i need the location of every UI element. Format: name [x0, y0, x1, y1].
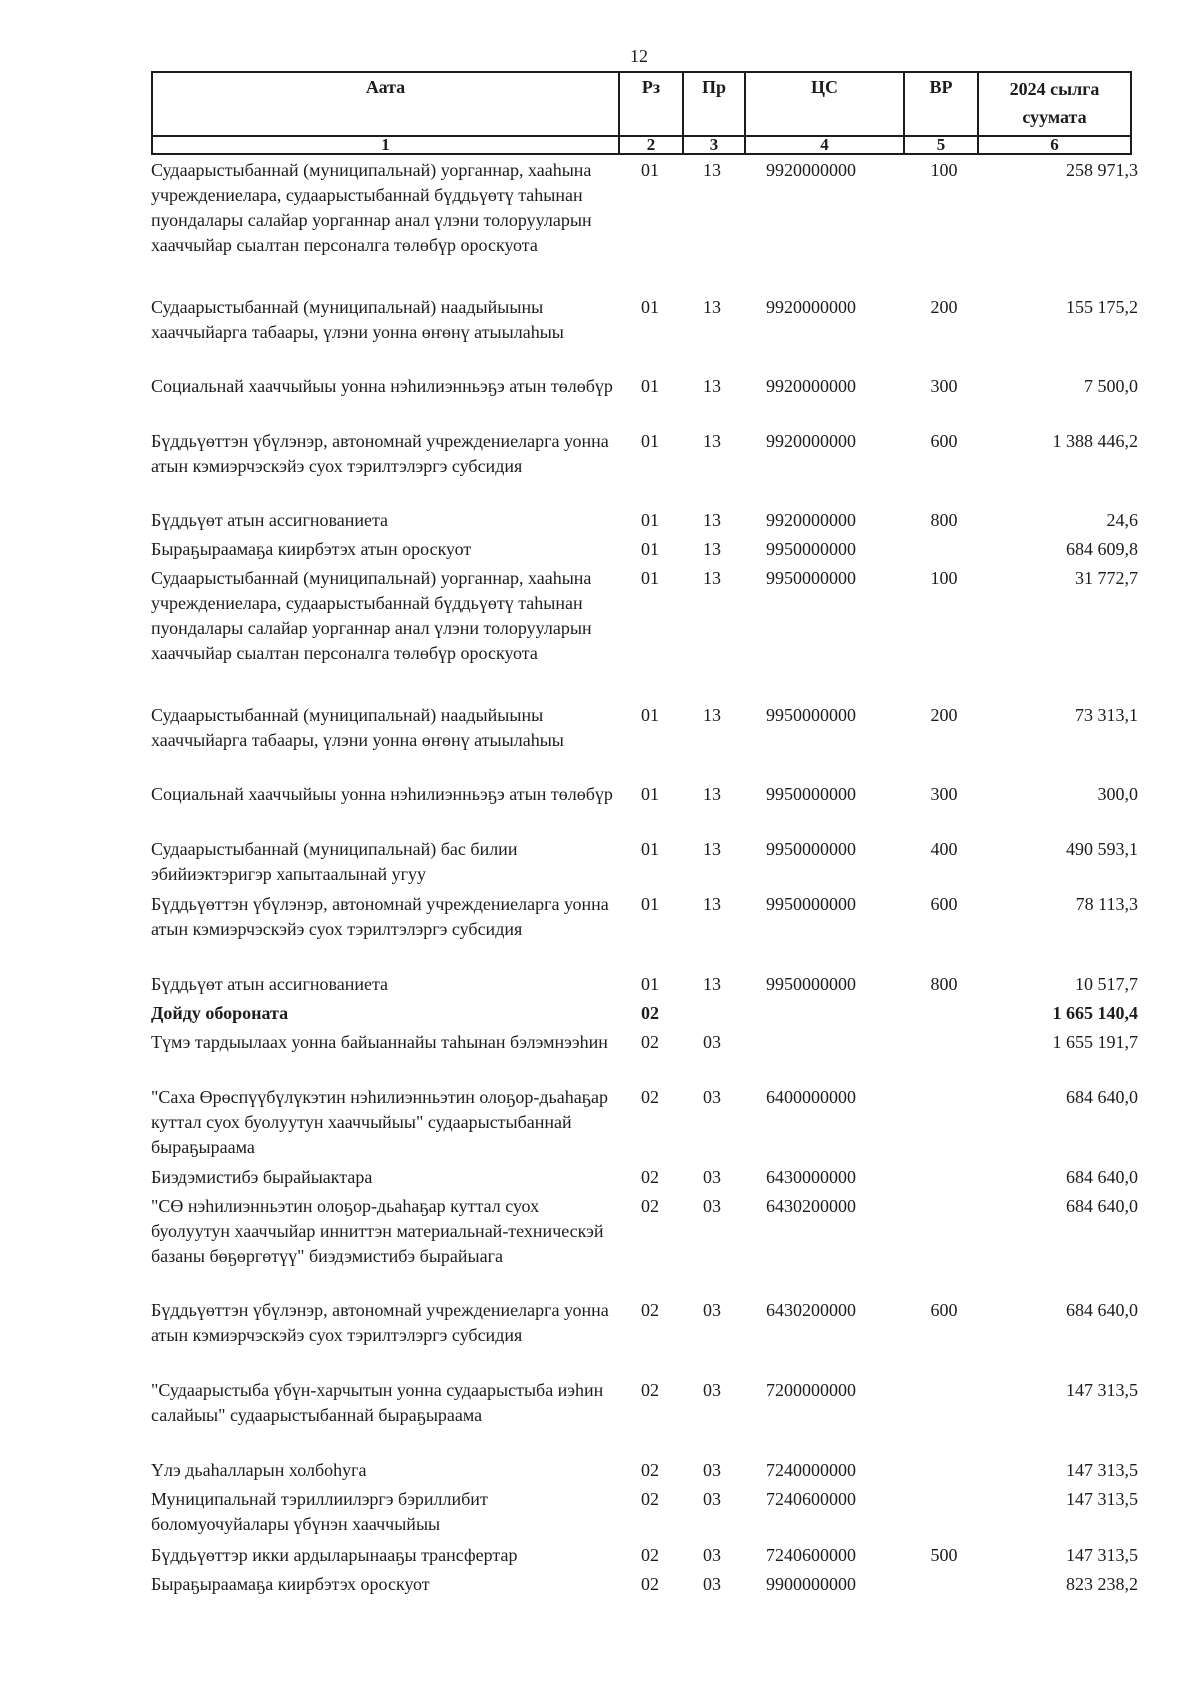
row-rz: 02	[641, 1167, 659, 1187]
row-sum: 78 113,3	[1075, 894, 1138, 914]
row-sum: 1 388 446,2	[1052, 431, 1138, 451]
row-cs: 7240600000	[766, 1545, 856, 1565]
row-rz: 02	[641, 1545, 659, 1565]
row-sum: 258 971,3	[1066, 160, 1138, 180]
row-rz: 02	[641, 1574, 659, 1594]
row-cs: 9920000000	[766, 160, 856, 180]
row-vr: 800	[930, 974, 958, 994]
row-name: Социальнай хааччыйыы уонна нэһилиэнньэҕэ атын төлөбүр	[151, 376, 613, 396]
row-vr: 300	[930, 376, 958, 396]
row-name: Судаарыстыбаннай (муниципальнай) бас билии эбийиэктэригэр хапытаалынай угуу	[151, 839, 518, 884]
row-rz: 01	[641, 784, 659, 804]
row-rz: 01	[641, 376, 659, 396]
row-rz: 02	[641, 1460, 659, 1480]
row-pr: 13	[703, 705, 721, 725]
row-sum: 10 517,7	[1075, 974, 1138, 994]
header-pr: Пр	[683, 72, 745, 136]
row-rz: 02	[641, 1489, 659, 1509]
row-rz: 02	[641, 1380, 659, 1400]
row-vr: 600	[930, 894, 958, 914]
row-sum: 147 313,5	[1066, 1489, 1138, 1509]
header-vr: ВР	[904, 72, 978, 136]
row-cs: 9950000000	[766, 784, 856, 804]
row-name: Судаарыстыбаннай (муниципальнай) уорганнар, хааһына учреждениелара, судаарыстыбаннай бүддьүөтү таһынан пуондалары салайар уорганнар анал үлэни толорууларын хааччыйар сыалтан персоналга төлөбүр ороскуота	[151, 568, 592, 663]
row-cs: 7240000000	[766, 1460, 856, 1480]
row-vr: 600	[930, 1300, 958, 1320]
row-rz: 02	[641, 1032, 659, 1052]
row-sum: 1 655 191,7	[1052, 1032, 1138, 1052]
row-pr: 13	[703, 784, 721, 804]
row-pr: 13	[703, 568, 721, 588]
row-sum: 823 238,2	[1066, 1574, 1138, 1594]
row-name: Муниципальнай тэриллиилэргэ бэриллибит боломуочуйалары үбүнэн хааччыйыы	[151, 1489, 488, 1534]
row-cs: 9950000000	[766, 568, 856, 588]
row-pr: 03	[703, 1489, 721, 1509]
row-pr: 03	[703, 1032, 721, 1052]
row-rz: 01	[641, 539, 659, 559]
row-rz: 02	[641, 1300, 659, 1320]
row-sum: 490 593,1	[1066, 839, 1138, 859]
row-cs: 9950000000	[766, 974, 856, 994]
row-cs: 9950000000	[766, 539, 856, 559]
header-number: 1	[152, 136, 619, 154]
row-vr: 100	[930, 568, 958, 588]
row-cs: 9920000000	[766, 376, 856, 396]
row-sum: 24,6	[1106, 510, 1138, 530]
row-pr: 13	[703, 297, 721, 317]
header-number: 3	[683, 136, 745, 154]
row-name: Судаарыстыбаннай (муниципальнай) наадыйыыны хааччыйарга табаары, үлэни уонна өҥөнү атыылаһыы	[151, 297, 564, 342]
row-name: "Судаарыстыба үбүн-харчытын уонна судаарыстыба иэһин салайыы" судаарыстыбаннай быраҕыраама	[151, 1380, 604, 1425]
row-pr: 03	[703, 1087, 721, 1107]
row-vr: 600	[930, 431, 958, 451]
row-sum: 300,0	[1097, 784, 1138, 804]
row-name: Судаарыстыбаннай (муниципальнай) уорганнар, хааһына учреждениелара, судаарыстыбаннай бүддьүөтү таһынан пуондалары салайар уорганнар анал үлэни толорууларын хааччыйар сыалтан персоналга төлөбүр ороскуота	[151, 160, 592, 255]
row-pr: 13	[703, 894, 721, 914]
row-cs: 7200000000	[766, 1380, 856, 1400]
row-sum: 31 772,7	[1075, 568, 1138, 588]
row-sum: 73 313,1	[1075, 705, 1138, 725]
row-pr: 13	[703, 431, 721, 451]
row-cs: 9950000000	[766, 894, 856, 914]
row-pr: 03	[703, 1460, 721, 1480]
row-cs: 6400000000	[766, 1087, 856, 1107]
row-name: Үлэ дьаһалларын холбоһуга	[151, 1460, 367, 1480]
header-number: 5	[904, 136, 978, 154]
row-sum: 147 313,5	[1066, 1545, 1138, 1565]
header-number: 4	[745, 136, 904, 154]
row-pr: 13	[703, 160, 721, 180]
row-vr: 200	[930, 705, 958, 725]
row-pr: 13	[703, 376, 721, 396]
row-rz: 01	[641, 839, 659, 859]
row-name: Бүддьүөт атын ассигнованиета	[151, 510, 389, 530]
row-cs: 9950000000	[766, 839, 856, 859]
header-number: 2	[619, 136, 683, 154]
row-rz: 02	[641, 1003, 659, 1023]
row-cs: 9950000000	[766, 705, 856, 725]
row-sum: 147 313,5	[1066, 1460, 1138, 1480]
row-rz: 01	[641, 160, 659, 180]
row-sum: 684 640,0	[1066, 1087, 1138, 1107]
row-cs: 9920000000	[766, 510, 856, 530]
row-rz: 01	[641, 568, 659, 588]
row-pr: 13	[703, 839, 721, 859]
row-pr: 13	[703, 974, 721, 994]
row-sum: 155 175,2	[1066, 297, 1138, 317]
row-vr: 100	[930, 160, 958, 180]
row-name: Бүддьүөт атын ассигнованиета	[151, 974, 389, 994]
row-pr: 13	[703, 510, 721, 530]
header-cs: ЦС	[745, 72, 904, 136]
row-vr: 500	[930, 1545, 958, 1565]
row-name: "Саха Өрөспүүбүлүкэтин нэһилиэнньэтин олоҕор-дьаһаҕар куттал суох буолуутун хааччыйыы" судаарыстыбаннай быраҕыраама	[151, 1087, 609, 1157]
row-name: Бүддьүөттэн үбүлэнэр, автономнай учреждениеларга уонна атын кэмиэрчэскэйэ суох тэрилтэлэргэ субсидия	[151, 431, 609, 476]
row-name: Дойду обороната	[151, 1003, 289, 1023]
row-sum: 684 609,8	[1066, 539, 1138, 559]
row-pr: 03	[703, 1380, 721, 1400]
row-name: Бүддьүөттэн үбүлэнэр, автономнай учреждениеларга уонна атын кэмиэрчэскэйэ суох тэрилтэлэргэ субсидия	[151, 894, 609, 939]
row-cs: 9920000000	[766, 297, 856, 317]
row-rz: 01	[641, 431, 659, 451]
row-pr: 03	[703, 1574, 721, 1594]
row-cs: 9900000000	[766, 1574, 856, 1594]
row-rz: 02	[641, 1196, 659, 1216]
row-sum: 7 500,0	[1084, 376, 1138, 396]
row-pr: 03	[703, 1300, 721, 1320]
row-rz: 01	[641, 705, 659, 725]
row-cs: 6430200000	[766, 1300, 856, 1320]
row-name: Бүддьүөттэн үбүлэнэр, автономнай учреждениеларга уонна атын кэмиэрчэскэйэ суох тэрилтэлэргэ субсидия	[151, 1300, 609, 1345]
row-rz: 01	[641, 510, 659, 530]
header-number: 6	[978, 136, 1131, 154]
row-rz: 01	[641, 297, 659, 317]
row-cs: 7240600000	[766, 1489, 856, 1509]
row-name: Түмэ тардыылаах уонна байыаннайы таһынан бэлэмнээһин	[151, 1032, 608, 1052]
row-name: Быраҕыраамаҕа киирбэтэх атын ороскуот	[151, 539, 472, 559]
row-vr: 300	[930, 784, 958, 804]
row-cs: 9920000000	[766, 431, 856, 451]
row-name: Биэдэмистибэ бырайыактара	[151, 1167, 373, 1187]
row-name: Быраҕыраамаҕа киирбэтэх ороскуот	[151, 1574, 430, 1594]
header-rz: Рз	[619, 72, 683, 136]
row-cs: 6430000000	[766, 1167, 856, 1187]
row-pr: 03	[703, 1545, 721, 1565]
row-rz: 01	[641, 974, 659, 994]
row-pr: 03	[703, 1196, 721, 1216]
row-rz: 02	[641, 1087, 659, 1107]
row-name: Бүддьүөттэр икки ардыларынааҕы трансфертар	[151, 1545, 518, 1565]
row-name: "СӨ нэһилиэнньэтин олоҕор-дьаһаҕар куттал суох буолуутун хааччыйар инниттэн материальнай-техническэй базаны бөҕөргөтүү" биэдэмистибэ бырайыага	[151, 1196, 604, 1266]
row-pr: 03	[703, 1167, 721, 1187]
row-sum: 1 665 140,4	[1052, 1003, 1138, 1023]
row-vr: 400	[930, 839, 958, 859]
row-cs: 6430200000	[766, 1196, 856, 1216]
row-name: Социальнай хааччыйыы уонна нэһилиэнньэҕэ атын төлөбүр	[151, 784, 613, 804]
row-name: Судаарыстыбаннай (муниципальнай) наадыйыыны хааччыйарга табаары, үлэни уонна өҥөнү атыылаһыы	[151, 705, 564, 750]
page-number: 12	[630, 46, 648, 66]
row-rz: 01	[641, 894, 659, 914]
header-name: Аата	[152, 72, 619, 136]
row-sum: 684 640,0	[1066, 1300, 1138, 1320]
header-sum: 2024 сылга суумата	[978, 72, 1131, 136]
row-sum: 684 640,0	[1066, 1196, 1138, 1216]
row-sum: 684 640,0	[1066, 1167, 1138, 1187]
row-vr: 800	[930, 510, 958, 530]
row-vr: 200	[930, 297, 958, 317]
row-pr: 13	[703, 539, 721, 559]
row-sum: 147 313,5	[1066, 1380, 1138, 1400]
